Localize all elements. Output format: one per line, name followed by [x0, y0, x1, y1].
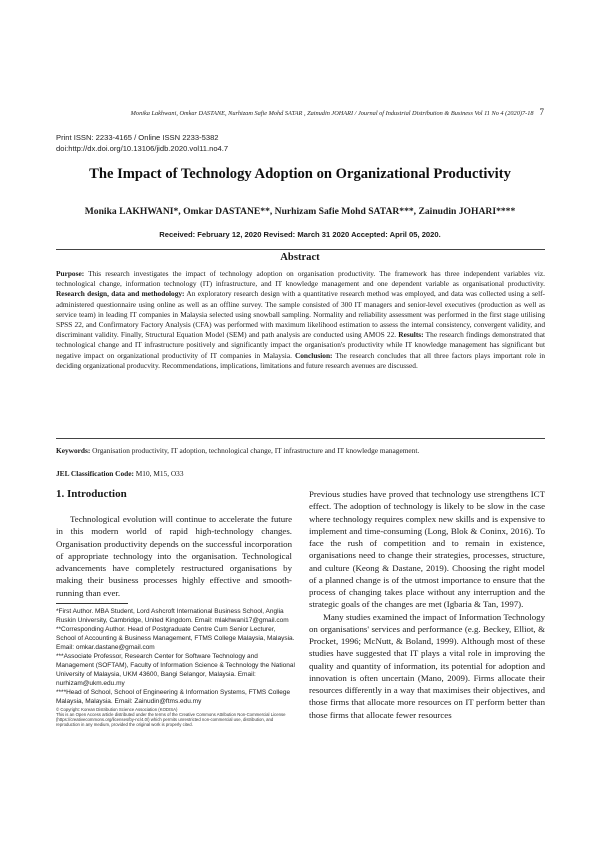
- issn-block: [56, 133, 228, 154]
- author-list: Monika LAKHWANI*, Omkar DASTANE**, Nurhizam Safie Mohd SATAR***, Zainudin JOHARI****: [84, 206, 516, 217]
- running-head: [60, 107, 544, 117]
- purpose-label: Purpose:: [56, 269, 85, 278]
- copyright-line: © Copyright: Korean Distribution Science Association (KODISA): [56, 706, 178, 712]
- footnote-first-author: *First Author. MBA Student, Lord Ashcroft International Business School, Anglia Ruskin University, Cambridge, United Kingdom. Email: mlakhwani17@gmail.com: [56, 608, 289, 625]
- purpose-text: This research investigates the impact of technology adoption on organisation productivity. The framework has three independent variables viz. technological change, information technology (IT) infrastructure, and IT knowledge management and one dependent variable as organisational productivity.: [56, 269, 545, 289]
- page-number: 7: [539, 107, 544, 117]
- results-label: Results:: [398, 330, 424, 340]
- paper-title: The Impact of Technology Adoption on Organizational Productivity: [89, 166, 511, 182]
- jel-label: JEL Classification Code:: [56, 469, 134, 478]
- abstract-bottom-rule: [56, 438, 545, 439]
- doi-line[interactable]: doi:http://dx.doi.org/10.13106/jidb.2020.vol11.no4.7: [56, 143, 229, 153]
- footnote-rule: [56, 603, 128, 604]
- issn-line: Print ISSN: 2233-4165 / Online ISSN 2233-5382: [56, 133, 219, 142]
- conclusion-label: Conclusion:: [294, 350, 333, 360]
- jel-classification: [56, 469, 545, 479]
- jel-text: M10, M15, O33: [133, 469, 184, 478]
- submission-dates: Received: February 12, 2020 Revised: March 31 2020 Accepted: April 05, 2020.: [159, 230, 441, 239]
- right-paragraph-2: Many studies examined the impact of Information Technology on organisations' services and performance (e.g. Beckey, Elliot, & Procket, 1996; McNutt, & Boland, 1999). Although most of these studies have suggested that IT plays a vital role in improving the quality and quantity of information, its potential for adoption and innovation is often uncertain (Mano, 2009). Firms allocate their resources differently in a way that maximises their objectives, and those firms that allocate more resources on IT perform better than those firms that allocate fewer resources: [309, 611, 545, 720]
- footnote-third-author: ***Associate Professor, Research Center for Software Technology and Management (SOFTAM), Faculty of Information Science & Technology the National University of Malaysia, UKM 43600, Bangi Selangor, Malaysia. Email: nurhizam@ukm.edu.my: [56, 653, 295, 688]
- running-head-text: Monika Lakhwani, Omkar DASTANE, Nurhizam Safie Mohd SATAR , Zainudin JOHARI / Journal of Industrial Distribution & Business Vol 11 No 4 (2020)7-18: [130, 110, 534, 117]
- abstract-body: [56, 269, 545, 371]
- license-text: This is an Open Access article distributed under the terms of the Creative Commons Attribution Non-Commercial License (https://creativecommons.org/licenses/by-nc/4.0/) which permits unrestricted non-commercial use, distribution, and reproduction in any medium, provided the original work is properly cited.: [56, 711, 286, 728]
- design-text: An exploratory research design with a quantitative research method was employed, and data was collected using a self-administered questionnaire using online as well as an offline survey. The sample consisted of 300 IT managers and senior-level executives (production as well as service team) in leading IT companies in Malaysia selected using snowball sampling. Normality and reliability assessment was performed in the first stage utilising SPSS 22, and Confirmatory Factory Analysis (CFA) was performed with maximum likelihood estimation to assess the internal consistency, convergent validity, and discriminant validity. Finally, Structural Equation Model (SEM) and path analysis are conducted using AMOS 22.: [56, 289, 545, 340]
- design-label: Research design, data and methodology:: [56, 289, 185, 299]
- right-paragraph-1: Previous studies have proved that technology use strengthens ICT effect. The adoption of technology is likely to be slow in the case where technology requires complex new skills and is expensive to implement and time-consuming (Long, Blok & Coninx, 2016). To face the rush of competition and to remain in existence, organisations need to change their strategies, processes, structure, and culture (Keong & Dastane, 2019). Choosing the right model of a planned change is of the utmost importance to ensure that the process of changing takes place without any interruption and the strategic goals of the changes are met (Igbaria & Tan, 1997).: [309, 489, 545, 610]
- results-text: The research findings demonstrated that technological change and IT infrastructure positively and significantly impact the organisation's productivity while IT knowledge management has significant but negative impact on organizational productivity of IT companies in Malaysia.: [56, 330, 545, 360]
- abstract-top-rule: [56, 249, 545, 250]
- right-column: [309, 488, 545, 721]
- left-column: [56, 488, 292, 599]
- intro-paragraph: Technological evolution will continue to accelerate the future in this modern world of rapid high-technology changes. Organisation productivity depends on the successful incorporation of appropriate technology into the organisation. Technological advancements have completely restructured organisations by making their business processes highly effective and smooth-running than ever.: [56, 514, 292, 598]
- section-heading-introduction: 1. Introduction: [56, 488, 127, 500]
- keywords: [56, 446, 545, 456]
- keywords-label: Keywords:: [56, 446, 91, 455]
- keywords-text: Organisation productivity, IT adoption, technological change, IT infrastructure and IT knowledge management.: [90, 446, 420, 455]
- footnote-corresponding-author: **Corresponding Author. Head of Postgraduate Centre Cum Senior Lecturer, School of Accounting & Business Management, FTMS College Malaysia, Malaysia. Email: omkar.dastane@gmail.com: [56, 626, 295, 652]
- footnotes: [56, 607, 296, 727]
- footnote-fourth-author: ****Head of School, School of Engineering & Information Systems, FTMS College Malaysia, Malaysia. Email: Zainudin@ftms.edu.my: [56, 689, 291, 706]
- abstract-heading: Abstract: [280, 252, 320, 263]
- conclusion-text: The research concludes that all three factors plays important role in deciding organizational producvity. Recommendations, implications, limitations and future research avenues are discussed.: [56, 350, 546, 370]
